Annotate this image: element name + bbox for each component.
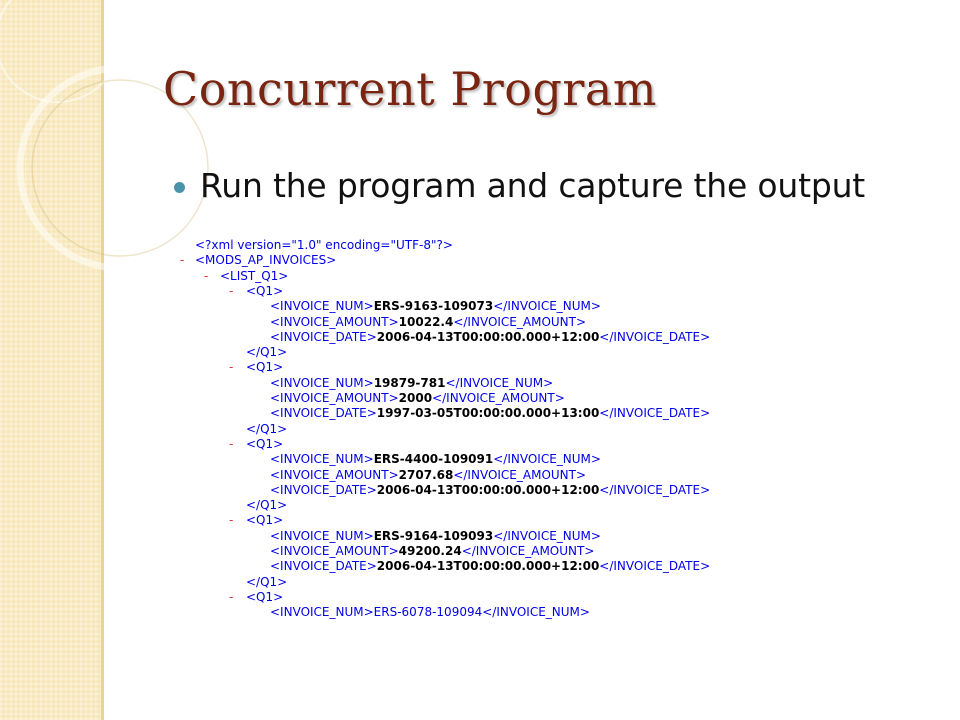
xml-invoice-amount [270,391,565,406]
xml-tag: <INVOICE_DATE> [270,482,377,497]
xml-tag: <Q1> [246,436,284,451]
xml-tag: <INVOICE_AMOUNT> [270,391,399,405]
xml-record-close [246,345,287,360]
xml-tag: <?xml version="1.0" encoding="UTF-8"?> [195,238,453,252]
xml-invoice-num [270,452,601,467]
xml-invoice-date [270,330,710,345]
xml-invoice-amount [270,315,586,330]
xml-tag: <INVOICE_DATE> [270,406,377,421]
xml-tag: <INVOICE_AMOUNT> [270,314,399,329]
xml-tag: </INVOICE_NUM> [493,528,601,543]
xml-record-close [246,575,287,590]
xml-tag: <LIST_Q1> [220,268,289,283]
xml-record-open [246,513,283,528]
xml-value: ERS-9163-109073 [373,299,494,314]
decorative-sidebar [0,0,104,720]
xml-invoice-amount [270,544,594,559]
collapse-toggle[interactable]: - [229,283,234,298]
bullet-text: Run the program and capture the output [200,166,866,205]
collapse-toggle[interactable]: - [180,253,185,268]
xml-record-close [246,422,287,437]
xml-tag: <INVOICE_NUM> [270,452,374,467]
xml-tag: <INVOICE_NUM>ERS-6078-109094</INVOICE_NUM> [270,605,590,620]
xml-partial-line [270,605,590,620]
xml-tag: </INVOICE_NUM> [445,375,554,390]
xml-value: 10022.4 [398,314,454,329]
collapse-toggle[interactable]: - [229,513,234,528]
xml-list-open [220,269,288,284]
xml-tag: <INVOICE_NUM> [270,375,374,390]
xml-tag: </INVOICE_AMOUNT> [453,467,587,482]
xml-tag: <Q1> [246,283,284,298]
xml-tag: </INVOICE_AMOUNT> [432,391,565,405]
xml-record-open [246,284,283,299]
xml-root-open [195,253,336,268]
xml-tag: </Q1> [246,498,288,513]
xml-value: 1997-03-05T00:00:00.000+13:00 [376,406,600,421]
xml-tag: <MODS_AP_INVOICES> [195,253,337,268]
xml-tag: </INVOICE_NUM> [493,452,601,467]
xml-tag: </Q1> [246,345,288,360]
xml-invoice-num [270,299,601,314]
xml-tag: <Q1> [246,360,284,375]
xml-tag: <INVOICE_AMOUNT> [270,467,399,482]
xml-declaration [195,238,453,253]
xml-tag: </Q1> [246,421,288,436]
xml-invoice-num [270,376,553,391]
xml-tag: <Q1> [246,589,284,604]
xml-tag: <INVOICE_DATE> [270,329,377,344]
xml-invoice-date [270,483,710,498]
xml-record-open [246,437,283,452]
xml-invoice-date [270,406,710,421]
xml-value: 2006-04-13T00:00:00.000+12:00 [376,482,600,497]
xml-invoice-num [270,529,601,544]
xml-value: 19879-781 [373,375,446,390]
xml-tag: </INVOICE_NUM> [493,299,601,314]
collapse-toggle[interactable]: - [204,268,209,283]
xml-invoice-amount [270,468,586,483]
xml-output-panel [176,238,776,620]
xml-value: ERS-4400-109091 [373,452,494,467]
xml-tag: </INVOICE_AMOUNT> [453,314,587,329]
xml-value: 2006-04-13T00:00:00.000+12:00 [376,329,600,344]
xml-tag: <Q1> [246,513,284,528]
collapse-toggle[interactable]: - [229,589,234,604]
xml-value: ERS-9164-109093 [373,528,494,543]
xml-tag: <INVOICE_NUM> [270,299,374,314]
xml-tag: <INVOICE_DATE> [270,559,377,574]
xml-tag: </INVOICE_DATE> [599,329,711,344]
decorative-circles [0,0,104,720]
xml-record-open [246,590,283,605]
xml-tag: </INVOICE_AMOUNT> [461,544,595,558]
xml-tag: </INVOICE_DATE> [599,482,711,497]
xml-tag: <INVOICE_NUM> [270,528,374,543]
xml-value: 2707.68 [398,467,454,482]
xml-invoice-date [270,559,710,574]
xml-tag: </INVOICE_DATE> [599,559,711,574]
xml-record-close [246,498,287,513]
xml-value: 2006-04-13T00:00:00.000+12:00 [376,559,600,574]
xml-value: 49200.24 [398,544,462,558]
slide-title: Concurrent Program [163,62,657,116]
collapse-toggle[interactable]: - [229,436,234,451]
collapse-toggle[interactable]: - [229,360,234,375]
bullet-dot-icon [174,182,185,193]
xml-record-open [246,360,283,375]
xml-value: 2000 [398,391,433,405]
xml-tag: <INVOICE_AMOUNT> [270,544,399,558]
xml-tag: </INVOICE_DATE> [599,406,711,421]
xml-tag: </Q1> [246,574,288,589]
